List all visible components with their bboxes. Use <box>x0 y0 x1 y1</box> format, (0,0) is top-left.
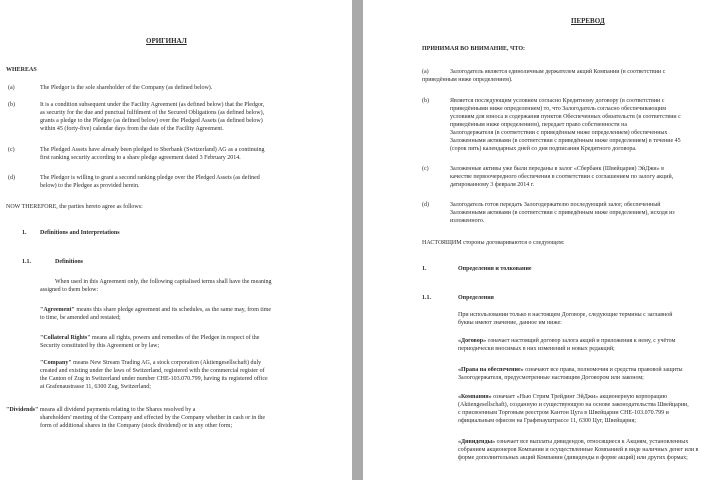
recital-line: Является последующим условием согласно Кредитному договору (в соответствии с <box>450 98 665 104</box>
recital-line: качестве первоочередного обеспечения в соответствии с соглашением по залогу акций, <box>450 174 674 180</box>
recital-label: (c) <box>8 147 15 153</box>
definition-agreement <box>458 337 675 345</box>
definition-text: means this share pledge agreement and its schedules, as the same may, from time <box>74 307 272 313</box>
definition-text: означает настоящий договор залога акций и приложения к нему, с учётом <box>486 338 676 344</box>
section-number: 1. <box>22 230 27 236</box>
definition-text: means all rights, powers and remedies of the Pledgee in respect of the <box>90 335 260 341</box>
definition-line: created and existing under the laws of Switzerland, registered with the commercial register of <box>40 368 265 374</box>
definition-term: "Company" <box>40 360 72 366</box>
definition-dividends <box>458 438 688 446</box>
subsection-title: Definitions <box>55 259 84 265</box>
recital-line: The Pledged Assets have already been pledged to Sberbank (Switzerland) AG as a continuing <box>40 147 265 153</box>
page-title: ОРИГИНАЛ <box>146 37 187 45</box>
definition-term: «Дивиденды» <box>458 439 496 445</box>
recital-label: (c) <box>422 166 429 172</box>
definition-line: форме дополнительных акций Компании (дивиденды в форме акций) или других формах; <box>458 455 688 461</box>
subsection-number: 1.1. <box>22 259 31 265</box>
recital-label: (b) <box>422 98 429 104</box>
recital-label: (a) <box>422 69 429 75</box>
intro-line: assigned to them below: <box>40 287 99 293</box>
recital-line: Заложенными активами (в соответствии с приведённым ниже определением), исходя из <box>450 210 675 216</box>
definition-agreement <box>40 306 271 314</box>
page-title: ПЕРЕВОД <box>571 17 605 25</box>
recital-line: Залогодатель готов передать Залогодержателю последующий залог, обеспеченный <box>450 202 661 208</box>
recital-line: приведённым ниже определением), передает право собственности на <box>450 122 627 128</box>
definition-text: означают все права, полномочия и средства правовой защиты <box>523 367 683 373</box>
recital-line: first ranking security according to a share pledge agreement dated 3 February 2014. <box>40 155 241 161</box>
recital-line: Заложенные активы уже были переданы в залог «Сбербанк (Швейцария) ЭйДжи» в <box>450 166 664 172</box>
definition-collateral-rights <box>458 366 683 374</box>
intro-line: буквы имеют значение, данное им ниже: <box>458 320 562 326</box>
recital-line: below) to the Pledgee as provided herein. <box>40 183 140 189</box>
definition-term: «Права на обеспечение» <box>458 367 524 373</box>
recital-line: It is a condition subsequent under the Facility Agreement (as defined below) that the Pledgor, <box>40 102 265 108</box>
definition-text: означает все выплаты дивидендов, относящиеся к Акциям, установленных <box>495 439 689 445</box>
recital-line: within 45 (forty-five) calendar days from the date of the Facility Agreement. <box>40 126 224 132</box>
recital-label: (d) <box>8 175 15 181</box>
intro-line: When used in this Agreement only, the following capitalised terms shall have the meaning <box>55 279 272 285</box>
subsection-number: 1.1. <box>422 295 431 301</box>
recital-label: (d) <box>422 202 429 208</box>
intro-line: При использовании только в настоящем Договоре, следующие термины с заглавной <box>458 312 673 318</box>
definition-text: means New Stream Trading AG, a stock corporation (Aktiengesellschaft) duly <box>71 360 262 366</box>
definition-text: means all dividend payments relating to the Shares resolved by a <box>38 407 196 413</box>
definition-line: shareholders' meeting of the Company and effected by the Company whether in cash or in the <box>40 415 266 421</box>
translation-page <box>363 0 720 480</box>
definition-collateral-rights <box>40 334 259 342</box>
now-therefore: NOW THEREFORE, the parties hereto agree as follows: <box>6 204 143 210</box>
definition-company <box>458 393 667 401</box>
recital-line: The Pledgor is the sole shareholder of the Company (as defined below). <box>40 85 213 91</box>
whereas-heading: ПРИНИМАЯ ВО ВНИМАНИЕ, ЧТО: <box>422 46 525 52</box>
definition-line: Security constituted by this Agreement or by law; <box>40 343 160 349</box>
definition-term: "Collateral Rights" <box>40 335 91 341</box>
definition-line: the Canton of Zug in Switzerland under number CHE-103.070.799, having its registered office <box>40 376 268 382</box>
recital-line: Залогодержателя (в соответствии с приведённым ниже определением) обеспеченных <box>450 130 668 136</box>
section-title: Definitions and Interpretations <box>40 230 120 236</box>
recital-label: (b) <box>8 102 15 108</box>
recital-line: (сорок пять) календарных дней со дня подписания Кредитного договора. <box>450 146 637 152</box>
definition-line: официальным офисом на Графенауштрассе 11, 6300 Цуг, Швейцария; <box>458 418 636 424</box>
recital-line: приведёнными ниже определением) то, что Залогодатель согласно обеспечивающим <box>450 106 666 112</box>
definition-company <box>40 359 261 367</box>
section-number: 1. <box>422 266 427 272</box>
definition-term: «Договор» <box>458 338 487 344</box>
recital-line: датированному 3 февраля 2014 г. <box>450 182 535 188</box>
definition-text: означает «Нью Стрим Трейдинг ЭйДжи» акционерную корпорацию <box>491 394 668 400</box>
definition-term: "Agreement" <box>40 307 75 313</box>
definition-line: Залогодержателя, предусмотренные настоящим Договором или законом; <box>458 375 644 381</box>
recital-line: Залогодатель является единоличным держателем акций Компании (в соответствии с <box>450 69 666 75</box>
recital-line: условиям для взноса и содержания пунктов Обеспеченных обязательств (в соответствии с <box>450 114 681 120</box>
recital-line: The Pledgor is willing to grant a second ranking pledge over the Pledged Assets (as defined <box>40 175 260 181</box>
whereas-heading: WHEREAS <box>6 67 37 73</box>
definition-line: at Grafenaustrasse 11, 6300 Zug, Switzerland; <box>40 384 151 390</box>
definition-term: "Dividends" <box>6 407 39 413</box>
recital-line: as security for the due and punctual fulfilment of the Secured Obligations (as defined below), <box>40 110 265 116</box>
recital-label: (a) <box>8 85 15 91</box>
subsection-title: Определения <box>458 295 494 301</box>
definition-line: to time, be amended and restated; <box>40 315 121 321</box>
definition-term: «Компания» <box>458 394 492 400</box>
now-therefore: НАСТОЯЩИМ стороны договариваются о следующем: <box>422 240 565 246</box>
section-title: Определения и толкование <box>458 266 532 272</box>
definition-line: form of additional shares in the Company (stock dividend) or in any other form; <box>40 423 233 429</box>
recital-line: Заложенными активами (в соответствии с приведённым ниже определением) в течение 45 <box>450 138 681 144</box>
recital-line: приведённым ниже определением). <box>422 77 513 83</box>
recital-line: изложенного. <box>450 218 485 224</box>
definition-line: (Aktiengesellschaft), созданную и существующую на основе законодательства Швейцарии, <box>458 402 689 408</box>
original-page <box>0 0 352 480</box>
definition-line: собранием акционеров Компании и осуществленные Компанией в виде наличных денег или в <box>458 447 699 453</box>
definition-dividends <box>6 406 195 414</box>
recital-line: grants a pledge to the Pledgee (as defined below) over the Pledged Assets (as defined below) <box>40 118 263 124</box>
definition-line: с присвоенным Торговым реестром Кантон Цуга в Швейцарии CHE-103.070.799 и <box>458 410 669 416</box>
definition-line: периодически вносимых в них изменений и новых редакций; <box>458 346 615 352</box>
